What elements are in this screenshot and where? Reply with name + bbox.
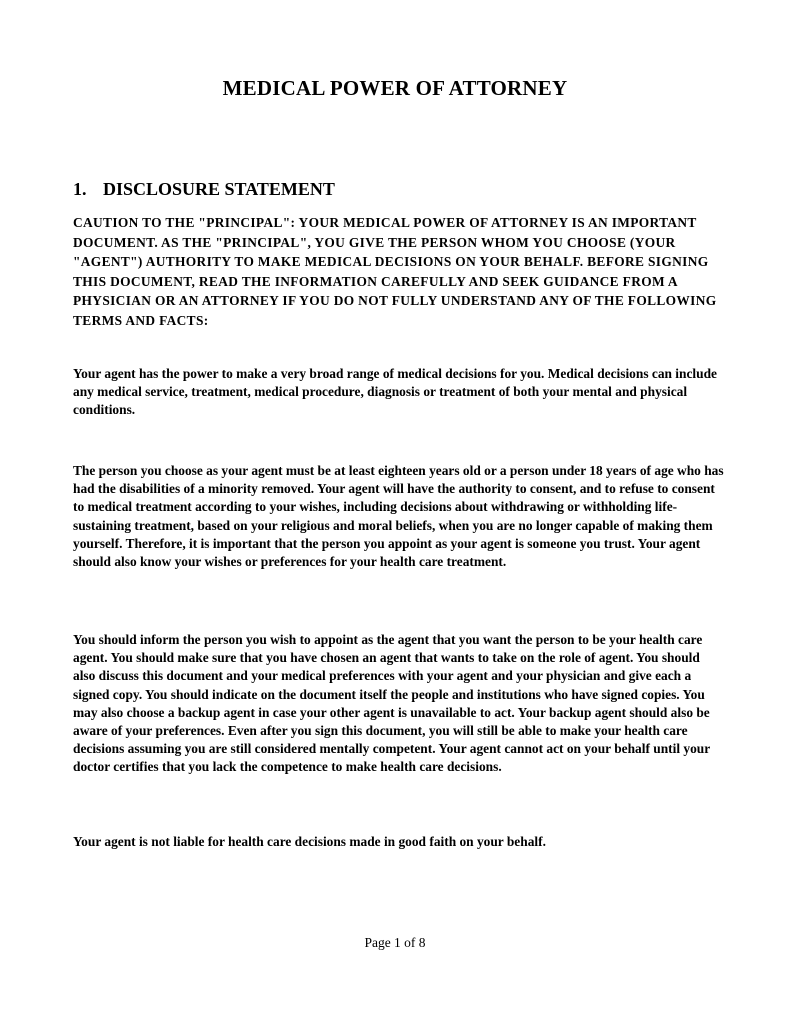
paragraph-inform-agent: You should inform the person you wish to appoint as the agent that you want the person to be your health care agent. You should make sure that you have chosen an agent that wants to take on the role of agent. You should also discuss this document and your medical preferences with your agent and your physician and give each a signed copy. You should indicate on the document itself the people and institutions who have signed copies. You may also choose a backup agent in case your other agent is unavailable to act. Your backup agent should also be aware of your preferences. Even after you sign this document, you will still be able to make your health care decisions assuming you are still considered mentally competent. Your agent cannot act on your behalf until your doctor certifies that you lack the competence to make health care decisions.: [73, 632, 710, 775]
paragraph-agent-power: Your agent has the power to make a very broad range of medical decisions for you. Medical decisions can include any medical service, treatment, medical procedure, diagnosis or treatment of both your mental and physical conditions.: [73, 366, 717, 418]
document-title: MEDICAL POWER OF ATTORNEY: [222, 76, 568, 100]
section-heading: [73, 179, 335, 200]
paragraph-agent-liability: Your agent is not liable for health care decisions made in good faith on your behalf.: [73, 834, 546, 849]
section-title: DISCLOSURE STATEMENT: [103, 179, 335, 199]
paragraph-agent-requirements: The person you choose as your agent must be at least eighteen years old or a person under 18 years of age who has had the disabilities of a minority removed. Your agent will have the authority to consent, and to refuse to consent to medical treatment according to your wishes, including decisions about withdrawing or withholding life-sustaining treatment, based on your religious and moral beliefs, when you are no longer capable of making them yourself. Therefore, it is important that the person you appoint as your agent is someone you trust. Your agent should also know your wishes or preferences for your health care treatment.: [73, 463, 724, 570]
page-number: Page 1 of 8: [364, 935, 426, 950]
caution-statement: CAUTION TO THE "PRINCIPAL": YOUR MEDICAL POWER OF ATTORNEY IS AN IMPORTANT DOCUMENT. AS THE "PRINCIPAL", YOU GIVE THE PERSON WHOM YOU CHOOSE (YOUR "AGENT") AUTHORITY TO MAKE MEDICAL DECISIONS ON YOUR BEHALF. BEFORE SIGNING THIS DOCUMENT, READ THE INFORMATION CAREFULLY AND SEEK GUIDANCE FROM A PHYSICIAN OR AN ATTORNEY IF YOU DO NOT FULLY UNDERSTAND ANY OF THE FOLLOWING TERMS AND FACTS:: [73, 215, 717, 328]
section-number: 1.: [73, 179, 87, 199]
